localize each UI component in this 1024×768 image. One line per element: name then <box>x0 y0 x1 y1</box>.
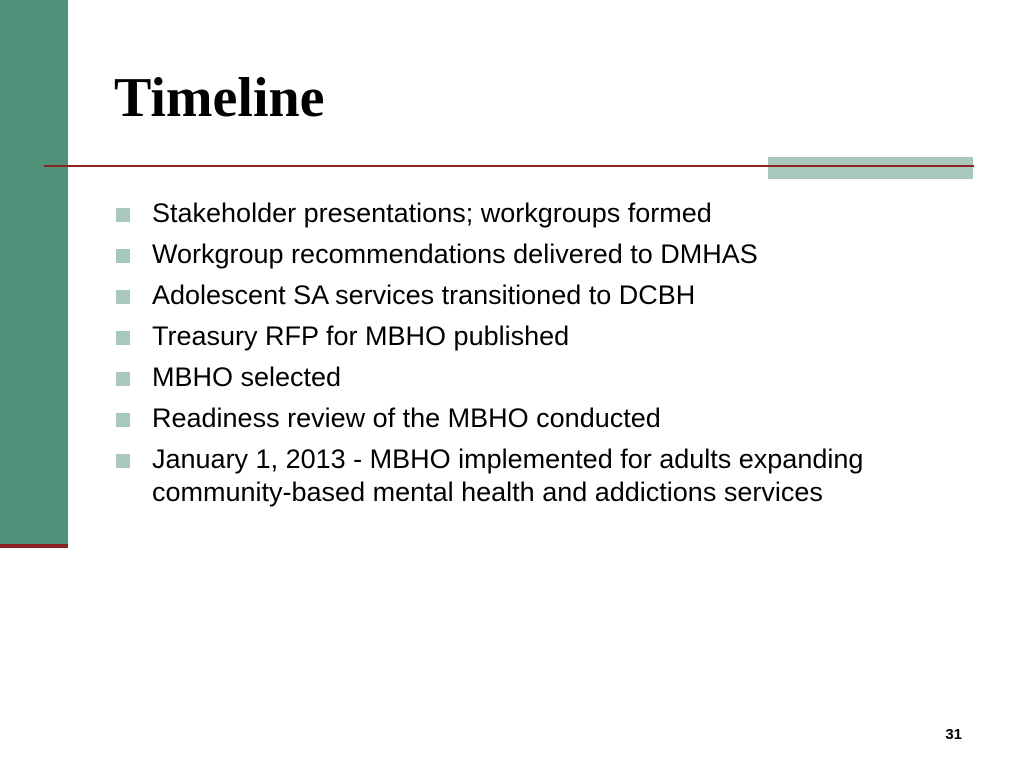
bullet-text: Stakeholder presentations; workgroups formed <box>152 198 712 228</box>
title-accent-divider <box>768 165 973 167</box>
bullet-item <box>114 197 984 230</box>
bullet-item <box>114 238 984 271</box>
page-number: 31 <box>945 726 962 743</box>
bullet-text: Adolescent SA services transitioned to DCBH <box>152 280 696 310</box>
bullet-item <box>114 361 984 394</box>
bullet-item <box>114 443 984 509</box>
bullet-item <box>114 320 984 353</box>
bullet-text: Workgroup recommendations delivered to DMHAS <box>152 239 758 269</box>
square-bullet-icon <box>116 249 130 263</box>
bullet-item <box>114 402 984 435</box>
square-bullet-icon <box>116 372 130 386</box>
square-bullet-icon <box>116 290 130 304</box>
square-bullet-icon <box>116 331 130 345</box>
bullet-text: Readiness review of the MBHO conducted <box>152 403 661 433</box>
left-decorative-band <box>0 0 68 545</box>
bullet-item <box>114 279 984 312</box>
bullet-text: Treasury RFP for MBHO published <box>152 321 570 351</box>
square-bullet-icon <box>116 413 130 427</box>
square-bullet-icon <box>116 454 130 468</box>
square-bullet-icon <box>116 208 130 222</box>
title-accent-bar <box>768 157 973 179</box>
left-band-underline <box>0 544 68 548</box>
bullet-text: MBHO selected <box>152 362 342 392</box>
slide-title: Timeline <box>114 67 325 129</box>
bullet-text: January 1, 2013 - MBHO implemented for adults expanding community-based mental health and addictions services <box>152 444 864 507</box>
bullet-list <box>114 197 984 517</box>
